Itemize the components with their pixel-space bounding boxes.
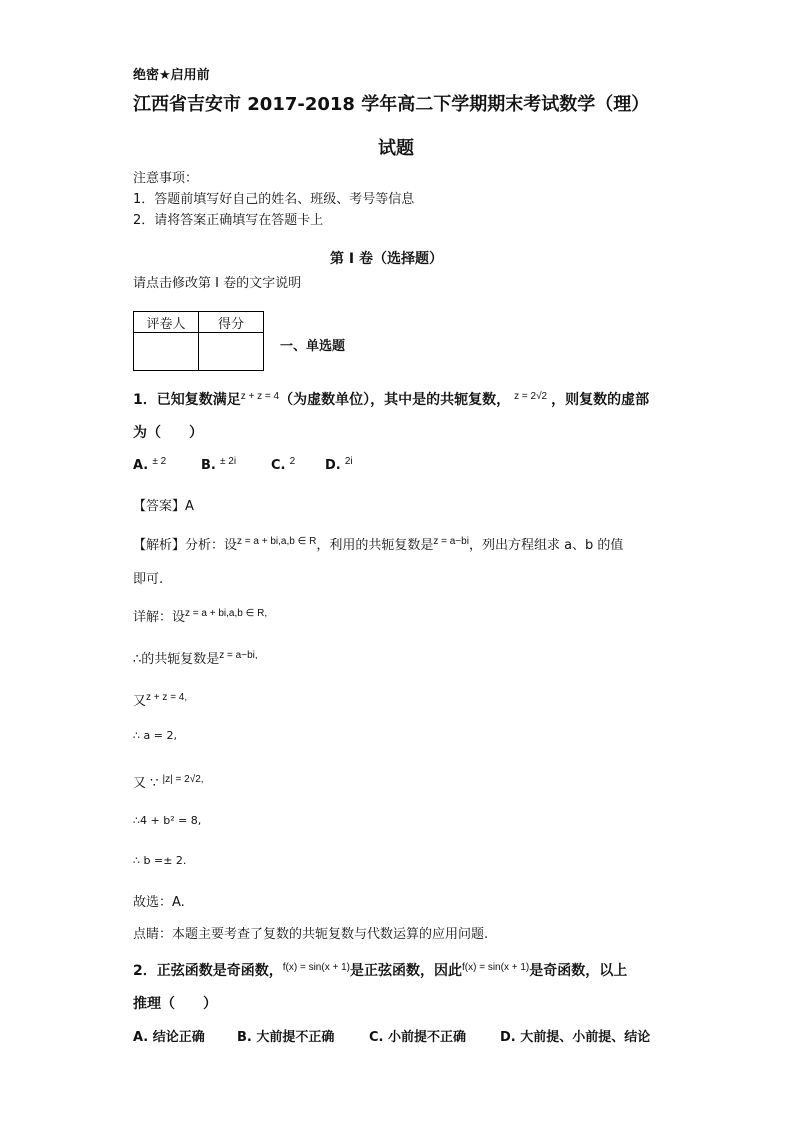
q1-step-3: ∴ a = 2, bbox=[133, 729, 177, 742]
q1-stem-part1: 1．已知复数满足 bbox=[133, 392, 241, 408]
q2-options bbox=[133, 1026, 650, 1045]
q1-step-2-expr: z + z = 4, bbox=[146, 692, 188, 703]
exam-title: 江西省吉安市 2017-2018 学年高二下学期期末考试数学（理） bbox=[133, 94, 650, 115]
q1-option-a[interactable] bbox=[133, 458, 201, 473]
grader-reviewer-cell[interactable] bbox=[134, 333, 199, 371]
q1-analysis-part-c: ，列出方程组求 a、b 的值 bbox=[468, 538, 624, 553]
q1-step-6: ∴ b =± 2. bbox=[133, 854, 187, 867]
q1-analysis-expr1: z = a + bi,a,b ∈ R bbox=[237, 536, 317, 547]
q1-stem-expr1: z + z = 4 bbox=[240, 391, 280, 402]
q2-option-a-label: A. bbox=[133, 1030, 149, 1045]
q2-stem-line2: 推理（ ） bbox=[133, 996, 217, 1012]
secret-label: 绝密★启用前 bbox=[133, 68, 210, 83]
q1-stem-expr2: z = 2√2 bbox=[514, 391, 548, 402]
q2-stem-expr1: f(x) = sin(x + 1) bbox=[282, 962, 350, 973]
q1-analysis-expr2: z = a−bi bbox=[433, 536, 469, 547]
q2-stem-part2: 是正弦函数，因此 bbox=[350, 963, 462, 979]
section-hint: 请点击修改第 I 卷的文字说明 bbox=[133, 276, 302, 291]
q1-choose: 故选：A. bbox=[133, 895, 185, 910]
q1-stem-part3: ，则复数的虚部 bbox=[551, 392, 650, 408]
q1-step-1-expr: z = a−bi, bbox=[219, 650, 258, 661]
q2-stem-part1: 2．正弦函数是奇函数， bbox=[133, 963, 283, 979]
q2-option-a-value: 结论正确 bbox=[152, 1030, 205, 1045]
q2-stem-part3: 是奇函数，以上 bbox=[529, 963, 628, 979]
q2-option-c-value: 小前提不正确 bbox=[388, 1030, 467, 1045]
q2-option-d-label: D. bbox=[500, 1030, 516, 1045]
q1-stem-part2: （为虚数单位），其中是的共轭复数， bbox=[279, 392, 511, 408]
q2-option-b[interactable] bbox=[237, 1026, 369, 1045]
q1-option-a-value: ± 2 bbox=[152, 456, 167, 467]
notice-item-2: 2．请将答案正确填写在答题卡上 bbox=[133, 213, 324, 228]
q2-option-d[interactable] bbox=[500, 1026, 650, 1045]
exam-title-line2: 试题 bbox=[378, 138, 414, 159]
q1-option-d-label: D. bbox=[325, 458, 341, 473]
q1-options bbox=[133, 458, 353, 473]
notice-heading: 注意事项： bbox=[133, 171, 199, 186]
q1-detail-part-a: 详解：设 bbox=[133, 610, 186, 625]
q1-analysis-line2: 即可. bbox=[133, 572, 164, 587]
q2-option-b-label: B. bbox=[237, 1030, 252, 1045]
question-type: 一、单选题 bbox=[280, 339, 346, 354]
q2-option-c-label: C. bbox=[369, 1030, 384, 1045]
q1-step-4 bbox=[133, 772, 204, 791]
q1-analysis-part-b: ，利用的共轭复数是 bbox=[316, 538, 434, 553]
q2-option-b-value: 大前提不正确 bbox=[256, 1030, 335, 1045]
q1-comment: 点睛：本题主要考查了复数的共轭复数与代数运算的应用问题. bbox=[133, 927, 489, 942]
q2-option-c[interactable] bbox=[369, 1026, 500, 1045]
q1-option-d[interactable] bbox=[325, 458, 353, 473]
grader-header-score: 得分 bbox=[199, 312, 264, 333]
q1-option-c-value: 2 bbox=[289, 456, 296, 467]
q2-option-a[interactable] bbox=[133, 1026, 237, 1045]
q1-step-2-text: 又 bbox=[133, 694, 147, 709]
q1-step-5: ∴4 + b² = 8, bbox=[133, 814, 202, 827]
q1-option-a-label: A. bbox=[133, 458, 149, 473]
notice-item-1: 1．答题前填写好自己的姓名、班级、考号等信息 bbox=[133, 192, 415, 207]
q1-detail-line bbox=[133, 606, 267, 625]
q1-step-4-expr: |z| = 2√2, bbox=[162, 774, 204, 785]
grader-header-reviewer: 评卷人 bbox=[134, 312, 199, 333]
q1-detail-expr: z = a + bi,a,b ∈ R, bbox=[185, 608, 268, 619]
q1-answer: 【答案】A bbox=[133, 499, 194, 514]
q1-option-b[interactable] bbox=[201, 458, 271, 473]
q1-option-b-value: ± 2i bbox=[220, 456, 237, 467]
q1-step-4-text: 又 ∵ bbox=[133, 776, 163, 791]
q1-option-b-label: B. bbox=[201, 458, 216, 473]
q1-analysis-part-a: 【解析】分析：设 bbox=[133, 538, 238, 553]
q1-option-d-value: 2i bbox=[344, 456, 353, 467]
grader-score-cell[interactable] bbox=[199, 333, 264, 371]
q1-option-c[interactable] bbox=[271, 458, 325, 473]
section-title: 第 I 卷（选择题） bbox=[330, 251, 443, 267]
q1-stem-line2: 为（ ） bbox=[133, 425, 203, 441]
q2-stem-line1 bbox=[133, 960, 627, 980]
q1-step-1-text: ∴的共轭复数是 bbox=[133, 652, 220, 667]
q1-stem-line1 bbox=[133, 389, 649, 409]
q1-analysis-line1 bbox=[133, 534, 623, 553]
q1-step-2 bbox=[133, 690, 187, 709]
grader-table bbox=[133, 311, 264, 371]
q2-option-d-value: 大前提、小前提、结论 bbox=[520, 1030, 651, 1045]
q1-step-1 bbox=[133, 648, 258, 667]
q1-option-c-label: C. bbox=[271, 458, 286, 473]
q2-stem-expr2: f(x) = sin(x + 1) bbox=[462, 962, 530, 973]
